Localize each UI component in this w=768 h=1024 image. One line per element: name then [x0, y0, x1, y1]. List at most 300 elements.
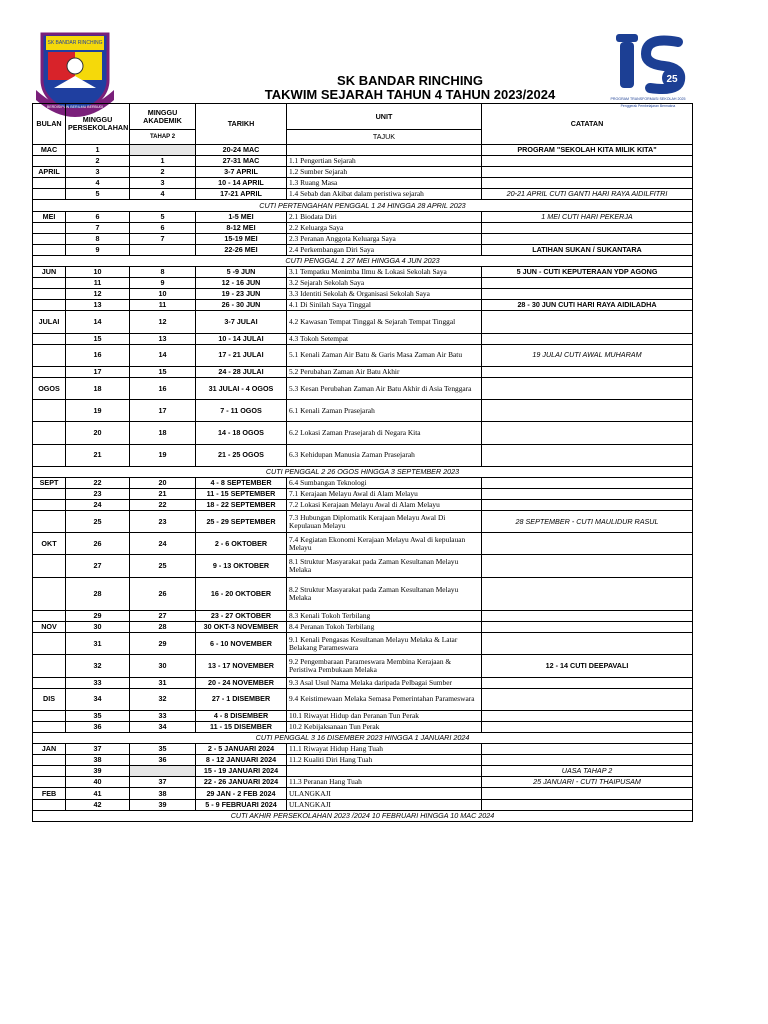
month-cell	[33, 333, 66, 344]
academic-week-cell	[130, 766, 196, 777]
remark-cell	[482, 422, 693, 444]
academic-week-cell: 25	[130, 555, 196, 577]
school-week-cell: 25	[66, 511, 130, 533]
month-cell: SEPT	[33, 477, 66, 488]
school-week-cell: 15	[66, 333, 130, 344]
week-row	[33, 300, 693, 311]
school-week-cell: 30	[66, 622, 130, 633]
remark-cell	[482, 311, 693, 333]
remark-cell	[482, 788, 693, 799]
remark-cell: 5 JUN - CUTI KEPUTERAAN YDP AGONG	[482, 267, 693, 278]
ts25-number: 25	[666, 74, 678, 85]
month-cell	[33, 721, 66, 732]
date-cell: 18 - 22 SEPTEMBER	[196, 500, 287, 511]
school-week-cell: 31	[66, 633, 130, 655]
date-cell: 2 - 6 OKTOBER	[196, 533, 287, 555]
school-week-cell: 17	[66, 366, 130, 377]
week-row	[33, 777, 693, 788]
date-cell: 17 - 21 JULAI	[196, 344, 287, 366]
remark-cell	[482, 533, 693, 555]
school-week-cell: 38	[66, 755, 130, 766]
remark-cell: 12 - 14 CUTI DEEPAVALI	[482, 655, 693, 677]
school-week-cell: 7	[66, 222, 130, 233]
month-cell	[33, 633, 66, 655]
month-cell	[33, 610, 66, 621]
week-row	[33, 533, 693, 555]
date-cell: 30 OKT-3 NOVEMBER	[196, 622, 287, 633]
date-cell: 17-21 APRIL	[196, 189, 287, 200]
school-week-cell: 39	[66, 766, 130, 777]
school-week-cell: 32	[66, 655, 130, 677]
topic-cell: 1.2 Sumber Sejarah	[287, 167, 482, 178]
col-header-unit: UNIT	[287, 104, 482, 130]
academic-week-cell: 3	[130, 178, 196, 189]
academic-week-cell: 18	[130, 422, 196, 444]
academic-week-cell: 30	[130, 655, 196, 677]
date-cell: 23 - 27 OKTOBER	[196, 610, 287, 621]
academic-week-cell: 39	[130, 799, 196, 810]
topic-cell: 9.3 Asal Usul Nama Melaka daripada Pelbagai Sumber	[287, 677, 482, 688]
topic-cell	[287, 145, 482, 156]
school-week-cell: 1	[66, 145, 130, 156]
remark-cell: 25 JANUARI - CUTI THAIPUSAM	[482, 777, 693, 788]
remark-cell	[482, 633, 693, 655]
month-cell	[33, 422, 66, 444]
remark-cell	[482, 222, 693, 233]
week-row	[33, 178, 693, 189]
week-row	[33, 344, 693, 366]
school-week-cell: 33	[66, 677, 130, 688]
remark-cell: 28 SEPTEMBER - CUTI MAULIDUR RASUL	[482, 511, 693, 533]
crest-motto-text: BERDISIPLIN BERILMU BERBUDI	[46, 105, 104, 109]
week-row	[33, 289, 693, 300]
week-row	[33, 477, 693, 488]
school-week-cell: 4	[66, 178, 130, 189]
academic-week-cell: 28	[130, 622, 196, 633]
col-header-tajuk: TAJUK	[287, 130, 482, 145]
remark-cell	[482, 799, 693, 810]
topic-cell: 2.1 Biodata Diri	[287, 211, 482, 222]
date-cell: 31 JULAI - 4 OGOS	[196, 377, 287, 399]
topic-cell: 4.1 Di Sinilah Saya Tinggal	[287, 300, 482, 311]
date-cell: 20-24 MAC	[196, 145, 287, 156]
week-row	[33, 633, 693, 655]
remark-cell	[482, 677, 693, 688]
date-cell: 11 - 15 SEPTEMBER	[196, 488, 287, 499]
date-cell: 3-7 APRIL	[196, 167, 287, 178]
academic-week-cell: 13	[130, 333, 196, 344]
week-row	[33, 710, 693, 721]
school-week-cell: 20	[66, 422, 130, 444]
topic-cell: 9.2 Pengembaraan Parameswara Membina Kerajaan & Peristiwa Pembukaan Melaka	[287, 655, 482, 677]
week-row	[33, 267, 693, 278]
topic-cell: 1.3 Ruang Masa	[287, 178, 482, 189]
academic-week-cell	[130, 145, 196, 156]
week-row	[33, 167, 693, 178]
school-week-cell: 5	[66, 189, 130, 200]
topic-cell: 9.4 Keistimewaan Melaka Semasa Pemerintahan Parameswara	[287, 688, 482, 710]
school-week-cell: 13	[66, 300, 130, 311]
month-cell	[33, 766, 66, 777]
col-header-tarikh: TARIKH	[196, 104, 287, 145]
topic-cell: 2.4 Perkembangan Diri Saya	[287, 244, 482, 255]
week-row	[33, 366, 693, 377]
academic-week-cell: 33	[130, 710, 196, 721]
topic-cell: 2.3 Peranan Anggota Keluarga Saya	[287, 233, 482, 244]
school-week-cell: 18	[66, 377, 130, 399]
school-week-cell: 23	[66, 488, 130, 499]
school-week-cell: 9	[66, 244, 130, 255]
topic-cell: 11.2 Kualiti Diri Hang Tuah	[287, 755, 482, 766]
date-cell: 9 - 13 OKTOBER	[196, 555, 287, 577]
academic-week-cell: 35	[130, 744, 196, 755]
week-row	[33, 577, 693, 610]
date-cell: 5 -9 JUN	[196, 267, 287, 278]
academic-week-cell: 17	[130, 400, 196, 422]
academic-week-cell: 19	[130, 444, 196, 466]
remark-cell: PROGRAM "SEKOLAH KITA MILIK KITA"	[482, 145, 693, 156]
academic-week-cell: 5	[130, 211, 196, 222]
week-row	[33, 610, 693, 621]
month-cell: APRIL	[33, 167, 66, 178]
month-cell	[33, 400, 66, 422]
remark-cell	[482, 610, 693, 621]
remark-cell	[482, 744, 693, 755]
week-row	[33, 422, 693, 444]
remark-cell	[482, 577, 693, 610]
month-cell	[33, 289, 66, 300]
date-cell: 15 - 19 JANUARI 2024	[196, 766, 287, 777]
crest-school-text: SK BANDAR RINCHING	[47, 40, 103, 46]
date-cell: 6 - 10 NOVEMBER	[196, 633, 287, 655]
school-week-cell: 21	[66, 444, 130, 466]
remark-cell	[482, 710, 693, 721]
week-row	[33, 788, 693, 799]
month-cell: DIS	[33, 688, 66, 710]
remark-cell: 1 MEI CUTI HARI PEKERJA	[482, 211, 693, 222]
month-cell	[33, 300, 66, 311]
week-row	[33, 333, 693, 344]
topic-cell: 10.2 Kebijaksanaan Tun Perak	[287, 721, 482, 732]
topic-cell: 1.1 Pengertian Sejarah	[287, 156, 482, 167]
school-week-cell: 29	[66, 610, 130, 621]
week-row	[33, 244, 693, 255]
holiday-break-row	[33, 732, 693, 743]
month-cell: FEB	[33, 788, 66, 799]
school-week-cell: 14	[66, 311, 130, 333]
week-row	[33, 766, 693, 777]
school-name: SK BANDAR RINCHING	[337, 73, 483, 88]
month-cell: JAN	[33, 744, 66, 755]
academic-week-cell: 6	[130, 222, 196, 233]
month-cell	[33, 156, 66, 167]
remark-cell	[482, 289, 693, 300]
academic-week-cell: 2	[130, 167, 196, 178]
week-row	[33, 400, 693, 422]
date-cell: 26 - 30 JUN	[196, 300, 287, 311]
academic-week-cell: 22	[130, 500, 196, 511]
date-cell: 27-31 MAC	[196, 156, 287, 167]
remark-cell	[482, 156, 693, 167]
remark-cell: 28 - 30 JUN CUTI HARI RAYA AIDILADHA	[482, 300, 693, 311]
date-cell: 14 - 18 OGOS	[196, 422, 287, 444]
topic-cell: 1.4 Sebab dan Akibat dalam peristiwa sejarah	[287, 189, 482, 200]
school-week-cell: 40	[66, 777, 130, 788]
academic-week-cell	[130, 244, 196, 255]
month-cell	[33, 677, 66, 688]
week-row	[33, 500, 693, 511]
month-cell: MEI	[33, 211, 66, 222]
topic-cell: 7.1 Kerajaan Melayu Awal di Alam Melayu	[287, 488, 482, 499]
week-row	[33, 555, 693, 577]
month-cell	[33, 555, 66, 577]
col-header-catatan: CATATAN	[482, 104, 693, 145]
remark-cell: UASA TAHAP 2	[482, 766, 693, 777]
topic-cell: 10.1 Riwayat Hidup dan Peranan Tun Perak	[287, 710, 482, 721]
month-cell	[33, 244, 66, 255]
remark-cell	[482, 555, 693, 577]
month-cell	[33, 222, 66, 233]
month-cell	[33, 577, 66, 610]
col-header-minggu-persekolahan: MINGGU PERSEKOLAHAN	[66, 104, 130, 145]
school-week-cell: 3	[66, 167, 130, 178]
week-row	[33, 677, 693, 688]
topic-cell: 5.3 Kesan Perubahan Zaman Air Batu Akhir di Asia Tenggara	[287, 377, 482, 399]
date-cell: 8 - 12 JANUARI 2024	[196, 755, 287, 766]
date-cell: 21 - 25 OGOS	[196, 444, 287, 466]
week-row	[33, 278, 693, 289]
topic-cell: 8.4 Peranan Tokoh Terbilang	[287, 622, 482, 633]
week-row	[33, 311, 693, 333]
topic-cell: 5.1 Kenali Zaman Air Batu & Garis Masa Zaman Air Batu	[287, 344, 482, 366]
month-cell	[33, 710, 66, 721]
week-row	[33, 156, 693, 167]
date-cell: 20 - 24 NOVEMBER	[196, 677, 287, 688]
month-cell	[33, 278, 66, 289]
school-week-cell: 34	[66, 688, 130, 710]
academic-week-cell: 1	[130, 156, 196, 167]
month-cell: NOV	[33, 622, 66, 633]
holiday-break-row	[33, 466, 693, 477]
academic-week-cell: 32	[130, 688, 196, 710]
topic-cell: 7.3 Hubungan Diplomatik Kerajaan Melayu Awal Di Kepulauan Melayu	[287, 511, 482, 533]
school-week-cell: 22	[66, 477, 130, 488]
academic-week-cell: 14	[130, 344, 196, 366]
school-week-cell: 6	[66, 211, 130, 222]
school-week-cell: 35	[66, 710, 130, 721]
remark-cell	[482, 500, 693, 511]
topic-cell: 6.3 Kehidupan Manusia Zaman Prasejarah	[287, 444, 482, 466]
academic-week-cell: 16	[130, 377, 196, 399]
school-week-cell: 26	[66, 533, 130, 555]
academic-week-cell: 10	[130, 289, 196, 300]
academic-week-cell: 12	[130, 311, 196, 333]
month-cell	[33, 655, 66, 677]
date-cell: 7 - 11 OGOS	[196, 400, 287, 422]
remark-cell	[482, 377, 693, 399]
school-week-cell: 19	[66, 400, 130, 422]
date-cell: 22-26 MEI	[196, 244, 287, 255]
holiday-break-label: CUTI PENGGAL 1 27 MEI HINGGA 4 JUN 2023	[33, 255, 693, 266]
week-row	[33, 511, 693, 533]
holiday-break-row	[33, 810, 693, 821]
school-week-cell: 42	[66, 799, 130, 810]
month-cell	[33, 189, 66, 200]
month-cell: MAC	[33, 145, 66, 156]
week-row	[33, 755, 693, 766]
remark-cell: 19 JULAI CUTI AWAL MUHARAM	[482, 344, 693, 366]
date-cell: 29 JAN - 2 FEB 2024	[196, 788, 287, 799]
date-cell: 24 - 28 JULAI	[196, 366, 287, 377]
week-row	[33, 622, 693, 633]
topic-cell: 6.4 Sumbangan Teknologi	[287, 477, 482, 488]
remark-cell	[482, 444, 693, 466]
col-header-minggu-akademik: MINGGU AKADEMIK	[130, 104, 196, 130]
week-row	[33, 488, 693, 499]
remark-cell	[482, 233, 693, 244]
school-week-cell: 16	[66, 344, 130, 366]
col-header-bulan: BULAN	[33, 104, 66, 145]
academic-week-cell: 20	[130, 477, 196, 488]
school-week-cell: 27	[66, 555, 130, 577]
date-cell: 22 - 26 JANUARI 2024	[196, 777, 287, 788]
remark-cell	[482, 755, 693, 766]
week-row	[33, 377, 693, 399]
academic-week-cell: 8	[130, 267, 196, 278]
remark-cell	[482, 366, 693, 377]
date-cell: 27 - 1 DISEMBER	[196, 688, 287, 710]
date-cell: 16 - 20 OKTOBER	[196, 577, 287, 610]
academic-week-cell: 15	[130, 366, 196, 377]
month-cell	[33, 777, 66, 788]
date-cell: 12 - 16 JUN	[196, 278, 287, 289]
week-row	[33, 744, 693, 755]
school-week-cell: 28	[66, 577, 130, 610]
week-row	[33, 688, 693, 710]
remark-cell	[482, 333, 693, 344]
date-cell: 8-12 MEI	[196, 222, 287, 233]
topic-cell: 8.3 Kenali Tokoh Terbilang	[287, 610, 482, 621]
topic-cell: ULANGKAJI	[287, 788, 482, 799]
holiday-break-row	[33, 200, 693, 211]
topic-cell: 3.3 Identiti Sekolah & Organisasi Sekolah Saya	[287, 289, 482, 300]
remark-cell	[482, 721, 693, 732]
academic-week-cell: 36	[130, 755, 196, 766]
week-row	[33, 145, 693, 156]
school-week-cell: 10	[66, 267, 130, 278]
week-row	[33, 222, 693, 233]
topic-cell: 8.1 Struktur Masyarakat pada Zaman Kesultanan Melayu Melaka	[287, 555, 482, 577]
date-cell: 10 - 14 APRIL	[196, 178, 287, 189]
remark-cell	[482, 622, 693, 633]
month-cell: OKT	[33, 533, 66, 555]
week-row	[33, 233, 693, 244]
academic-week-cell: 23	[130, 511, 196, 533]
topic-cell: 5.2 Perubahan Zaman Air Batu Akhir	[287, 366, 482, 377]
school-week-cell: 24	[66, 500, 130, 511]
topic-cell: 8.2 Struktur Masyarakat pada Zaman Kesultanan Melayu Melaka	[287, 577, 482, 610]
academic-week-cell: 11	[130, 300, 196, 311]
date-cell: 25 - 29 SEPTEMBER	[196, 511, 287, 533]
month-cell	[33, 178, 66, 189]
topic-cell: 3.1 Tempatku Menimba Ilmu & Lokasi Sekolah Saya	[287, 267, 482, 278]
col-header-tahap: TAHAP 2	[130, 130, 196, 145]
academic-week-cell: 27	[130, 610, 196, 621]
month-cell	[33, 799, 66, 810]
holiday-break-label: CUTI AKHIR PERSEKOLAHAN 2023 /2024 10 FEBRUARI HINGGA 10 MAC 2024	[33, 810, 693, 821]
date-cell: 19 - 23 JUN	[196, 289, 287, 300]
topic-cell: 3.2 Sejarah Sekolah Saya	[287, 278, 482, 289]
topic-cell: 6.2 Lokasi Zaman Prasejarah di Negara Kita	[287, 422, 482, 444]
week-row	[33, 211, 693, 222]
remark-cell: 20-21 APRIL CUTI GANTI HARI RAYA AIDILFITRI	[482, 189, 693, 200]
date-cell: 11 - 15 DISEMBER	[196, 721, 287, 732]
month-cell	[33, 444, 66, 466]
topic-cell: 2.2 Keluarga Saya	[287, 222, 482, 233]
school-week-cell: 41	[66, 788, 130, 799]
month-cell	[33, 500, 66, 511]
month-cell	[33, 233, 66, 244]
week-row	[33, 189, 693, 200]
remark-cell: LATIHAN SUKAN / SUKANTARA	[482, 244, 693, 255]
date-cell: 10 - 14 JULAI	[196, 333, 287, 344]
date-cell: 2 - 5 JANUARI 2024	[196, 744, 287, 755]
topic-cell: 11.1 Riwayat Hidup Hang Tuah	[287, 744, 482, 755]
academic-week-cell: 37	[130, 777, 196, 788]
month-cell	[33, 344, 66, 366]
month-cell	[33, 755, 66, 766]
remark-cell	[482, 688, 693, 710]
month-cell	[33, 511, 66, 533]
remark-cell	[482, 167, 693, 178]
academic-week-cell: 4	[130, 189, 196, 200]
week-row	[33, 655, 693, 677]
remark-cell	[482, 477, 693, 488]
remark-cell	[482, 488, 693, 499]
school-week-cell: 11	[66, 278, 130, 289]
school-week-cell: 8	[66, 233, 130, 244]
page-title: TAKWIM SEJARAH TAHUN 4 TAHUN 2023/2024	[264, 87, 556, 102]
topic-cell	[287, 766, 482, 777]
month-cell: JULAI	[33, 311, 66, 333]
date-cell: 3-7 JULAI	[196, 311, 287, 333]
academic-week-cell: 9	[130, 278, 196, 289]
takwim-table	[32, 103, 693, 822]
topic-cell: 4.3 Tokoh Setempat	[287, 333, 482, 344]
date-cell: 15-19 MEI	[196, 233, 287, 244]
date-cell: 1-5 MEI	[196, 211, 287, 222]
topic-cell: 7.4 Kegiatan Ekonomi Kerajaan Melayu Awal di kepulauan Melayu	[287, 533, 482, 555]
topic-cell: ULANGKAJI	[287, 799, 482, 810]
week-row	[33, 799, 693, 810]
academic-week-cell: 26	[130, 577, 196, 610]
remark-cell	[482, 400, 693, 422]
remark-cell	[482, 178, 693, 189]
school-week-cell: 2	[66, 156, 130, 167]
holiday-break-label: CUTI PENGGAL 3 16 DISEMBER 2023 HINGGA 1 JANUARI 2024	[33, 732, 693, 743]
academic-week-cell: 24	[130, 533, 196, 555]
topic-cell: 6.1 Kenali Zaman Prasejarah	[287, 400, 482, 422]
month-cell	[33, 488, 66, 499]
academic-week-cell: 21	[130, 488, 196, 499]
ts25-program-text: PROGRAM TRANSFORMASI SEKOLAH 2025	[610, 97, 686, 101]
date-cell: 13 - 17 NOVEMBER	[196, 655, 287, 677]
holiday-break-row	[33, 255, 693, 266]
topic-cell: 9.1 Kenali Pengasas Kesultanan Melayu Melaka & Latar Belakang Parameswara	[287, 633, 482, 655]
topic-cell: 4.2 Kawasan Tempat Tinggal & Sejarah Tempat Tinggal	[287, 311, 482, 333]
academic-week-cell: 38	[130, 788, 196, 799]
topic-cell: 11.3 Peranan Hang Tuah	[287, 777, 482, 788]
